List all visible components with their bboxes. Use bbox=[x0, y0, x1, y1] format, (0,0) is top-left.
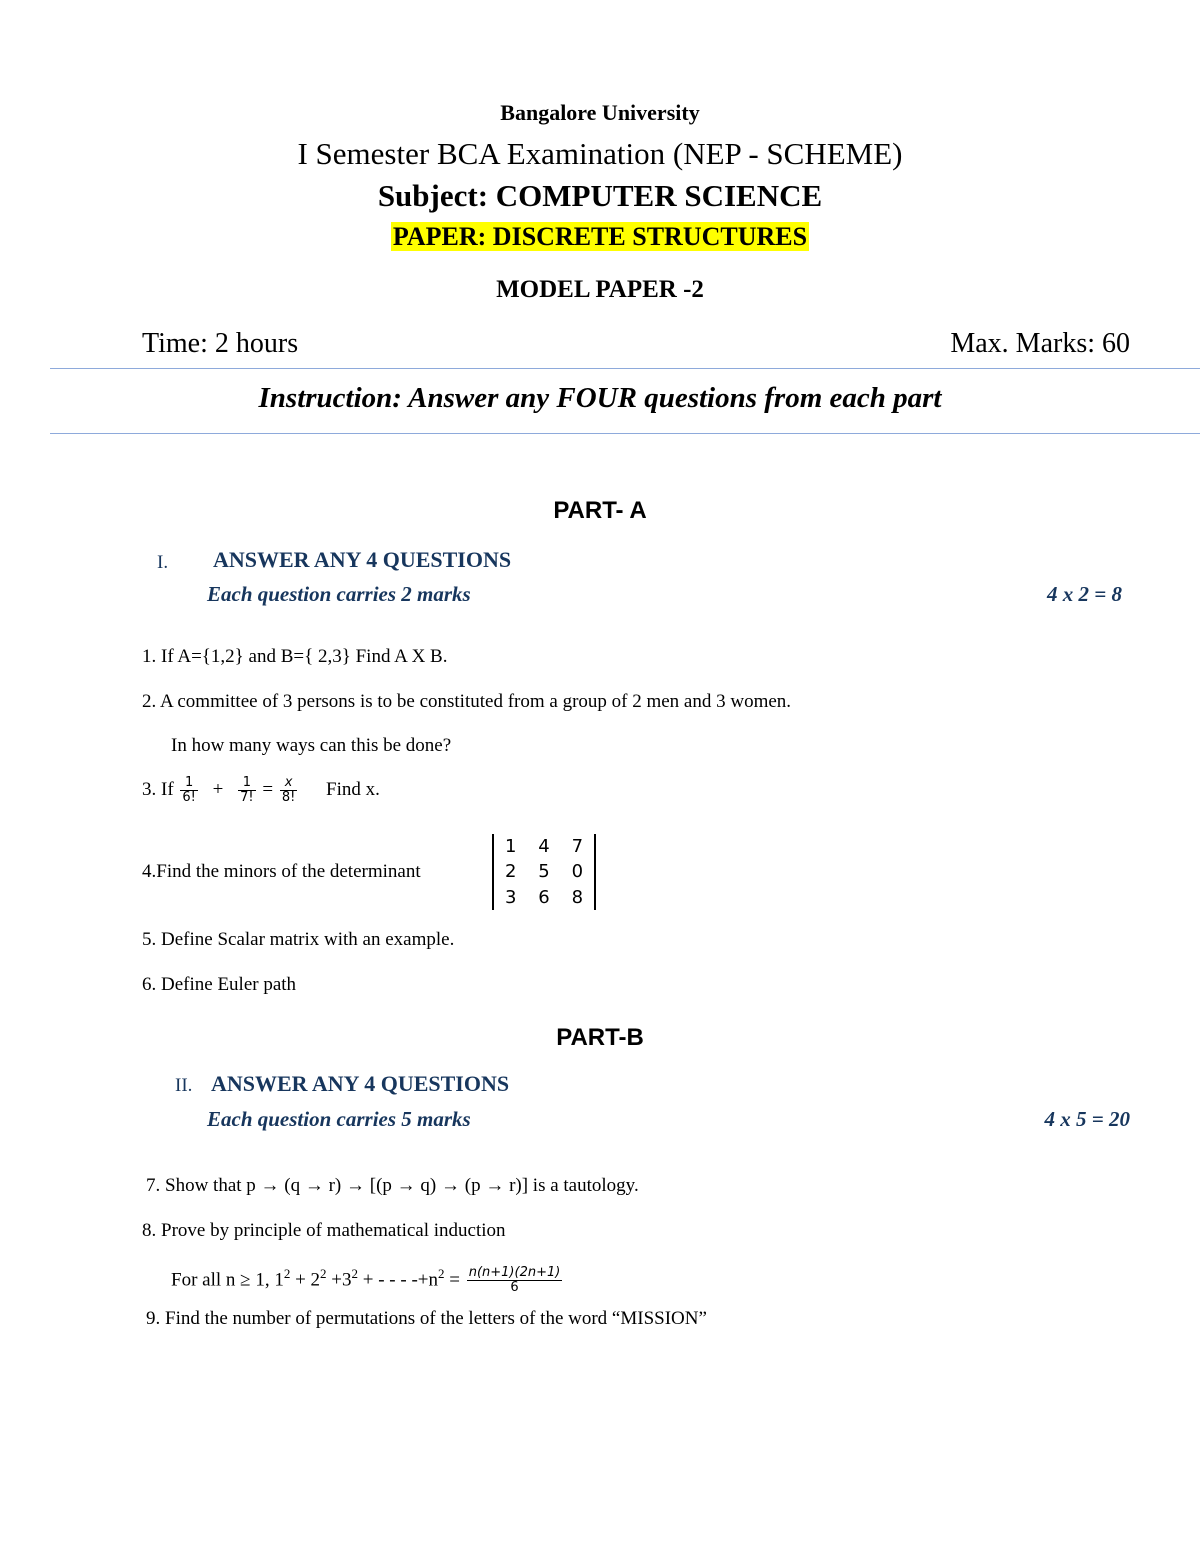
q3-plus: + bbox=[212, 778, 224, 800]
question-8: 8. Prove by principle of mathematical induction bbox=[142, 1220, 506, 1241]
part-b-section-number: II. bbox=[175, 1075, 193, 1096]
model-paper-title: MODEL PAPER -2 bbox=[496, 276, 704, 303]
paper-title-wrap bbox=[0, 222, 1200, 252]
matrix-cell: 0 bbox=[571, 861, 584, 883]
bottom-divider bbox=[50, 433, 1200, 434]
question-2: 2. A committee of 3 persons is to be constituted from a group of 2 men and 3 women. bbox=[142, 691, 792, 712]
q8-equals: = bbox=[444, 1269, 460, 1291]
q8-exp-3: 2 bbox=[351, 1266, 358, 1281]
matrix-cell: 5 bbox=[538, 861, 550, 883]
part-b-title: PART-B bbox=[556, 1024, 644, 1051]
instruction: Instruction: Answer any FOUR questions from each part bbox=[258, 382, 942, 414]
q8-term-3: +3 bbox=[326, 1269, 352, 1291]
q8-exp-2: 2 bbox=[320, 1266, 327, 1281]
question-7: 7. Show that p → (q → r) → [(p → q) → (p → r)] is a tautology. bbox=[146, 1175, 639, 1196]
part-a-section-number: I. bbox=[157, 552, 169, 573]
question-2-continued: In how many ways can this be done? bbox=[171, 735, 452, 756]
exam-title: I Semester BCA Examination (NEP - SCHEME) bbox=[297, 136, 903, 171]
part-a-marks-note: Each question carries 2 marks bbox=[207, 582, 471, 606]
question-5: 5. Define Scalar matrix with an example. bbox=[142, 929, 455, 950]
matrix-cell: 6 bbox=[538, 886, 550, 908]
part-b-marks-note: Each question carries 5 marks bbox=[207, 1107, 471, 1131]
q8-frac-num: n(n+1)(2n+1) bbox=[468, 1265, 561, 1281]
subject-line bbox=[0, 178, 1200, 214]
q3-fraction-3 bbox=[280, 776, 297, 805]
time-allowed: Time: 2 hours bbox=[142, 328, 299, 359]
matrix-cell: 8 bbox=[571, 886, 584, 908]
matrix-cell: 7 bbox=[571, 836, 584, 858]
q3-f3-den: 8! bbox=[281, 790, 296, 805]
max-marks: Max. Marks: 60 bbox=[950, 328, 1130, 359]
q8-term-n: + - - - -+n bbox=[358, 1269, 438, 1291]
q8-exp-n: 2 bbox=[438, 1266, 445, 1281]
q3-f2-den: 7! bbox=[240, 790, 254, 805]
question-1: 1. If A={1,2} and B={ 2,3} Find A X B. bbox=[142, 646, 448, 667]
matrix-cell: 1 bbox=[504, 836, 517, 858]
q3-f2-num: 1 bbox=[238, 776, 255, 791]
q3-fraction-2 bbox=[238, 776, 255, 805]
part-a-marks-formula: 4 x 2 = 8 bbox=[1047, 582, 1122, 606]
q3-equals: = bbox=[262, 778, 274, 800]
q3-fraction-1 bbox=[180, 776, 197, 805]
q8-term-2: + 2 bbox=[290, 1269, 321, 1291]
subject-value: COMPUTER SCIENCE bbox=[495, 178, 823, 213]
paper-title: PAPER: DISCRETE STRUCTURES bbox=[392, 222, 808, 251]
question-9: 9. Find the number of permutations of the letters of the word “MISSION” bbox=[146, 1308, 707, 1329]
q8-frac-den: 6 bbox=[510, 1280, 519, 1296]
part-b-marks-formula: 4 x 5 = 20 bbox=[1044, 1107, 1130, 1131]
top-divider bbox=[50, 368, 1200, 369]
q3-suffix: Find x. bbox=[326, 778, 380, 800]
q3-f3-num: x bbox=[280, 776, 297, 791]
matrix-cell: 3 bbox=[504, 886, 517, 908]
determinant-matrix bbox=[492, 834, 596, 910]
q8-prefix: For all n ≥ 1, 1 bbox=[171, 1269, 284, 1291]
university-name: Bangalore University bbox=[500, 100, 700, 125]
subject-label: Subject: bbox=[377, 178, 489, 213]
q3-prefix: 3. If bbox=[142, 778, 174, 800]
matrix-cell: 4 bbox=[538, 836, 550, 858]
question-3 bbox=[142, 776, 380, 805]
q3-f1-num: 1 bbox=[180, 776, 197, 791]
question-8-formula bbox=[171, 1266, 564, 1295]
matrix-cell: 2 bbox=[504, 861, 517, 883]
q3-f1-den: 6! bbox=[182, 790, 196, 805]
question-4: 4.Find the minors of the determinant bbox=[142, 861, 421, 882]
q8-fraction bbox=[467, 1266, 563, 1295]
part-a-section-heading: ANSWER ANY 4 QUESTIONS bbox=[213, 547, 512, 572]
q8-exp-1: 2 bbox=[283, 1266, 291, 1281]
part-a-title: PART- A bbox=[553, 497, 647, 524]
part-b-section-heading: ANSWER ANY 4 QUESTIONS bbox=[211, 1071, 510, 1096]
question-6: 6. Define Euler path bbox=[142, 974, 297, 995]
